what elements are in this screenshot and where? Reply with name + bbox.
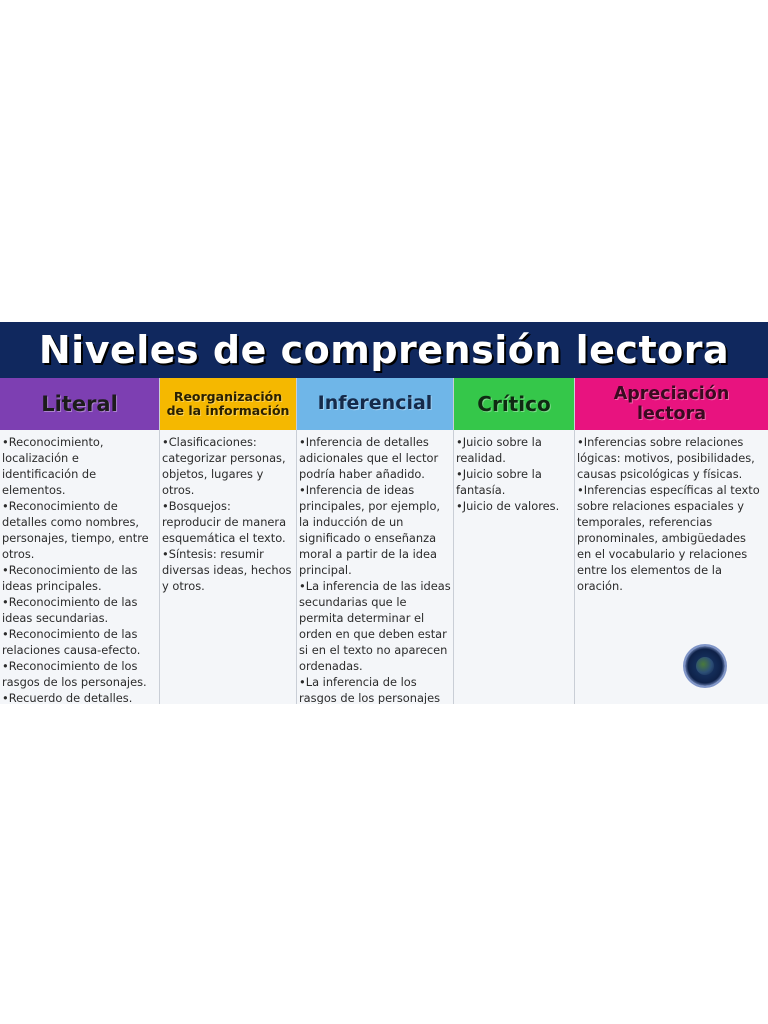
list-item: sobre relaciones espaciales y — [577, 499, 744, 513]
list-item: si en el texto no aparecen — [299, 643, 448, 657]
list-item: entre los elementos de la — [577, 563, 722, 577]
list-item: significado o enseñanza — [299, 531, 437, 545]
infographic — [0, 322, 768, 704]
list-item: principal. — [299, 563, 352, 577]
list-item: realidad. — [456, 451, 506, 465]
column-header-inferencial — [297, 378, 453, 430]
list-item: la inducción de un — [299, 515, 404, 529]
column-inferencial — [297, 378, 454, 704]
levels-table — [0, 378, 768, 704]
column-header-label: Reorganización de la información — [166, 388, 290, 418]
list-item: permita determinar el — [299, 611, 425, 625]
list-item: rasgos de los personajes. — [2, 675, 147, 689]
list-item: otros. — [2, 547, 35, 561]
list-item: •Reconocimiento de — [2, 499, 118, 513]
column-body-inferencial — [297, 432, 453, 704]
list-item: •Juicio de valores. — [456, 499, 560, 513]
list-item: diversas ideas, hechos — [162, 563, 292, 577]
list-item: objetos, lugares y — [162, 467, 264, 481]
column-header-label: Literal — [41, 391, 118, 416]
circular-emblem-icon — [685, 646, 725, 686]
list-item: •Inferencias específicas al texto — [577, 483, 760, 497]
list-item: •Bosquejos: — [162, 499, 231, 513]
list-item: •Recuerdo de detalles. — [2, 691, 133, 704]
list-item: ordenadas. — [299, 659, 363, 673]
list-item: fantasía. — [456, 483, 506, 497]
list-item: •La inferencia de los — [299, 675, 417, 689]
column-header-literal — [0, 378, 159, 430]
list-item: •Reconocimiento de las — [2, 563, 138, 577]
column-critico — [454, 378, 575, 704]
emblem-center — [696, 657, 714, 675]
list-item: detalles como nombres, — [2, 515, 140, 529]
list-item: pronominales, ambigüedades — [577, 531, 746, 545]
list-item: •Síntesis: resumir — [162, 547, 264, 561]
list-item: •Inferencias sobre relaciones — [577, 435, 744, 449]
list-item: localización e — [2, 451, 79, 465]
list-item: podría haber añadido. — [299, 467, 425, 481]
list-item: •La inferencia de las ideas — [299, 579, 451, 593]
list-item: adicionales que el lector — [299, 451, 439, 465]
list-item: personajes, tiempo, entre — [2, 531, 149, 545]
list-item: reproducir de manera — [162, 515, 287, 529]
list-item: principales, por ejemplo, — [299, 499, 441, 513]
list-item: •Reconocimiento de los — [2, 659, 138, 673]
column-literal — [0, 378, 160, 704]
list-item: categorizar personas, — [162, 451, 286, 465]
column-body-reorganizacion — [160, 432, 296, 704]
list-item: y otros. — [162, 579, 205, 593]
list-item: rasgos de los personajes — [299, 691, 441, 704]
list-item: orden en que deben estar — [299, 627, 447, 641]
list-item: •Clasificaciones: — [162, 435, 257, 449]
column-header-apreciacion — [575, 378, 768, 430]
list-item: •Reconocimiento de las — [2, 595, 138, 609]
column-header-label: Apreciación lectora — [613, 383, 730, 424]
list-item: ideas principales. — [2, 579, 102, 593]
list-item: oración. — [577, 579, 623, 593]
list-item: •Juicio sobre la — [456, 467, 542, 481]
list-item: •Inferencia de ideas — [299, 483, 415, 497]
column-header-label: Inferencial — [317, 392, 433, 415]
column-body-critico — [454, 432, 574, 704]
list-item: en el vocabulario y relaciones — [577, 547, 748, 561]
column-header-label: Crítico — [477, 391, 551, 416]
list-item: elementos. — [2, 483, 66, 497]
list-item: •Juicio sobre la — [456, 435, 542, 449]
title-bar — [0, 322, 768, 378]
list-item: identificación de — [2, 467, 97, 481]
column-apreciacion — [575, 378, 768, 704]
column-reorganizacion — [160, 378, 297, 704]
list-item: temporales, referencias — [577, 515, 713, 529]
list-item: otros. — [162, 483, 195, 497]
list-item: moral a partir de la idea — [299, 547, 437, 561]
column-header-reorganizacion — [160, 378, 296, 430]
list-item: lógicas: motivos, posibilidades, — [577, 451, 755, 465]
column-header-critico — [454, 378, 574, 430]
column-body-apreciacion — [575, 432, 768, 704]
list-item: secundarias que le — [299, 595, 407, 609]
page-title: Niveles de comprensión lectora — [38, 328, 730, 372]
column-body-literal — [0, 432, 159, 704]
list-item: •Inferencia de detalles — [299, 435, 429, 449]
list-item: ideas secundarias. — [2, 611, 109, 625]
list-item: causas psicológicas y físicas. — [577, 467, 743, 481]
list-item: •Reconocimiento, — [2, 435, 104, 449]
list-item: relaciones causa-efecto. — [2, 643, 141, 657]
list-item: •Reconocimiento de las — [2, 627, 138, 641]
list-item: esquemática el texto. — [162, 531, 286, 545]
